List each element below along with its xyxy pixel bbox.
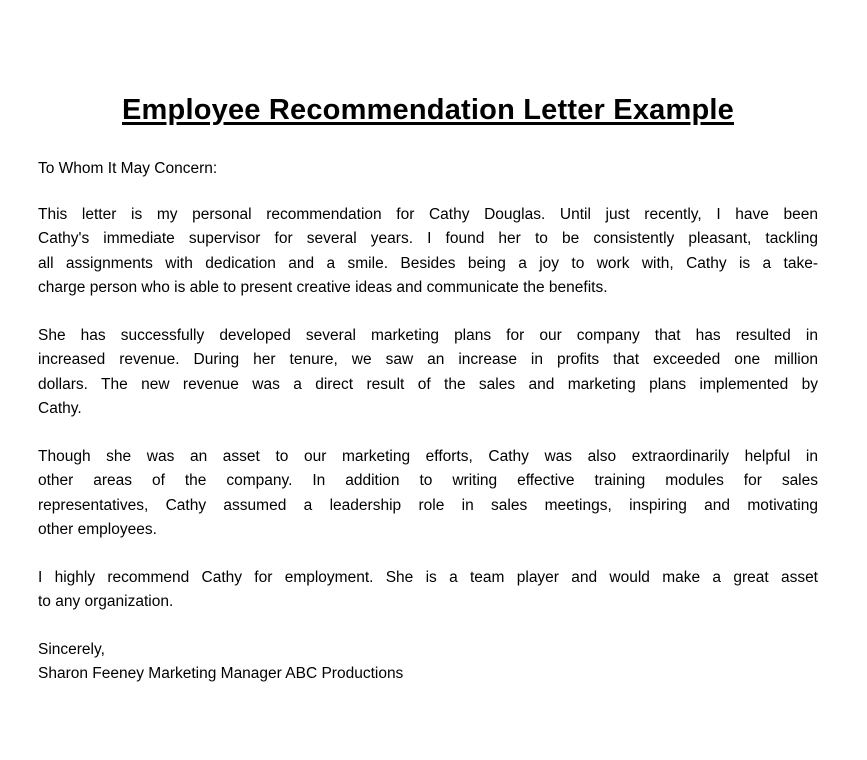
paragraph-2-line-1: She has successfully developed several marketing plans for our company that has resulted in [38, 326, 818, 344]
paragraph-4-line-1: I highly recommend Cathy for employment. She is a team player and would make a great asset [38, 568, 818, 586]
paragraph-4 [38, 566, 818, 615]
paragraph-1-line-3: all assignments with dedication and a smile. Besides being a joy to work with, Cathy is a take- [38, 254, 818, 272]
paragraph-2-line-4: Cathy. [38, 400, 82, 417]
paragraph-3-line-2: other areas of the company. In addition to writing effective training modules for sales [38, 472, 818, 489]
paragraph-1-line-2: Cathy's immediate supervisor for several years. I found her to be consistently pleasant, tackling [38, 230, 818, 247]
paragraph-3-line-1: Though she was an asset to our marketing efforts, Cathy was also extraordinarily helpful in [38, 447, 818, 465]
closing-salutation: Sincerely, [38, 640, 105, 658]
closing-block [38, 638, 818, 687]
paragraph-1 [38, 203, 818, 301]
paragraph-2-line-3: dollars. The new revenue was a direct result of the sales and marketing plans implemented by [38, 375, 818, 393]
paragraph-4-line-2: to any organization. [38, 593, 174, 610]
signature-line: Sharon Feeney Marketing Manager ABC Productions [38, 665, 404, 682]
document-title: Employee Recommendation Letter Example [122, 94, 734, 126]
paragraph-1-line-4: charge person who is able to present creative ideas and communicate the benefits. [38, 279, 608, 296]
paragraph-1-line-1: This letter is my personal recommendation for Cathy Douglas. Until just recently, I have been [38, 205, 818, 223]
paragraph-2-line-2: increased revenue. During her tenure, we saw an increase in profits that exceeded one million [38, 351, 818, 368]
paragraph-3-line-3: representatives, Cathy assumed a leadership role in sales meetings, inspiring and motivating [38, 496, 818, 514]
greeting-line: To Whom It May Concern: [38, 160, 218, 177]
paragraph-3 [38, 445, 818, 543]
paragraph-3-line-4: other employees. [38, 521, 157, 538]
paragraph-2 [38, 324, 818, 422]
